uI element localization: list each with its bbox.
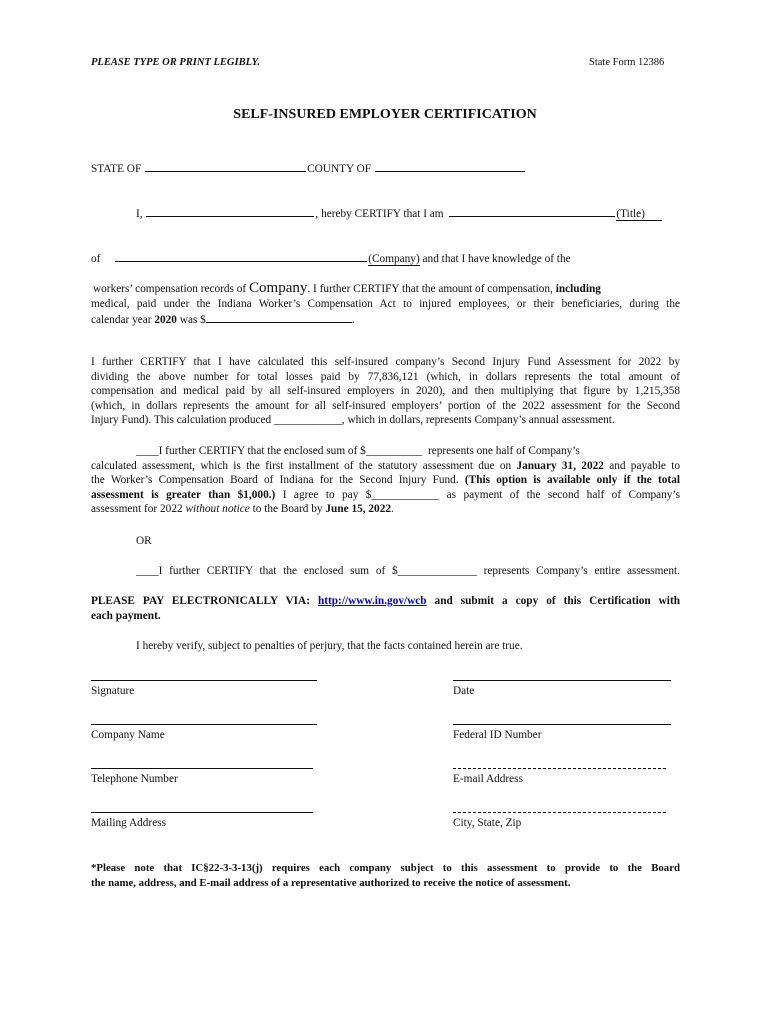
telephone-line[interactable] [91,768,313,769]
para1-text-mid: . I further CERTIFY that the amount of compensation, [307,283,553,295]
name-field[interactable] [146,205,314,217]
company-line [91,250,571,265]
option1-line1-pre: ____I further CERTIFY that the enclosed sum of $ [136,445,366,457]
email-line[interactable] [453,768,666,769]
option1-line3-pre: the Worker’s Compensation Board of Indiana for the Second Injury Fund. [91,474,465,487]
wcb-link[interactable]: http://www.in.gov/wcb [317,595,427,607]
county-field[interactable] [375,160,525,172]
city-state-zip-line[interactable] [453,812,666,813]
federal-id-label: Federal ID Number [453,729,542,741]
para2-line2: dividing the above number for total losses paid by 77,836,121 (which, in dollars represents the total amount of [91,370,680,383]
title-label: (Title) [616,208,662,221]
telephone-label: Telephone Number [91,773,178,785]
company-name-label: Company Name [91,729,165,741]
city-state-zip-label: City, State, Zip [453,817,522,829]
calendar-year: 2020 [154,314,177,327]
option1-line5-mid: to the Board by [249,503,326,516]
title-field[interactable] [449,205,615,217]
print-instruction: PLEASE TYPE OR PRINT LEGIBLY. [91,57,260,68]
option1-condition-end: assessment is greater than $1,000.) [91,488,276,501]
email-label: E-mail Address [453,773,523,785]
i-label: I, [136,208,143,220]
option1-line4-post: I agree to pay $____________ as payment of the second half of Company’s [275,488,680,501]
annual-assessment-field[interactable]: ____________ [274,414,342,427]
pay-text-pre: PLEASE PAY ELECTRONICALLY VIA: [91,595,318,607]
pay-text-post: and submit a copy of this Certification with [426,595,680,607]
company-field[interactable] [115,250,367,262]
option1-line2-post: and payable to [603,459,680,472]
federal-id-line[interactable] [453,724,671,725]
para1-line3-mid: was $ [179,314,206,327]
verification-statement: I hereby verify, subject to penalties of perjury, that the facts contained herein are true. [136,640,523,652]
para2-line1: I further CERTIFY that I have calculated this self-insured company’s Second Injury Fund Assessment for 2022 by [91,356,680,368]
company-name-value: Company [249,280,308,296]
signature-label: Signature [91,685,135,697]
certify-text: , hereby CERTIFY that I am [315,208,444,220]
option-half-payment [91,444,680,517]
mailing-address-label: Mailing Address [91,817,166,829]
county-label: COUNTY OF [307,163,372,175]
option1-line2-pre: calculated assessment, which is the first installment of the statutory assessment due on [91,459,517,472]
option1-line1-post: represents one half of Company’s [427,445,580,457]
paragraph-calculation [91,355,680,428]
company-label: (Company) [368,253,420,265]
state-label: STATE OF [91,163,142,175]
option1-line5-pre: assessment for 2022 [91,503,186,516]
certify-line [136,205,662,221]
para1-line3-end: . [351,314,355,327]
date-label: Date [453,685,475,697]
note-line1: *Please note that IC§22-3-3-13(j) requires each company subject to this assessment to provide to the Board [91,862,680,874]
statutory-note [91,861,680,891]
para1-line3-pre: calendar year [91,314,152,327]
half-amount-field[interactable]: __________ [365,445,423,457]
para1-line2: medical, paid under the Indiana Worker’s Compensation Act to injured employees, or their beneficiaries, during the [91,297,680,310]
para1-bold: including [555,283,601,295]
para1-text: workers’ compensation records of [93,283,247,295]
note-line2: the name, address, and E-mail address of a representative authorized to receive the notice of assessment. [91,877,571,889]
option1-condition: (This option is available only if the total [464,474,680,487]
company-line-rest: and that I have knowledge of the [419,253,571,265]
state-county-line [91,160,526,175]
para2-line5-pre: Injury Fund). This calculation produced [91,414,275,427]
or-label: OR [136,535,152,547]
second-due-date: June 15, 2022 [325,503,391,516]
paragraph-compensation [91,281,680,328]
form-title: SELF-INSURED EMPLOYER CERTIFICATION [233,107,537,122]
of-label: of [91,253,101,265]
para2-line4: (which, in dollars represents the amount for all self-insured employers’ portion of the 2022 assessment for the Second [91,399,680,412]
mailing-address-line[interactable] [91,812,313,813]
option-full-payment: ____I further CERTIFY that the enclosed sum of $______________ represents Company’s entire assessment. [136,565,680,577]
payment-instruction [91,594,680,623]
compensation-amount-field[interactable] [206,311,352,323]
signature-line[interactable] [91,680,317,681]
state-field[interactable] [145,160,306,172]
without-notice: without notice [185,503,250,516]
company-name-line[interactable] [91,724,317,725]
pay-text-line2: each payment. [91,609,161,622]
para2-line5-post: , which in dollars, represents Company’s annual assessment. [341,414,615,427]
form-number: State Form 12386 [589,57,665,68]
para2-line3: compensation and medical paid by all self-insured employers in 2020), and then multiplying that figure by 1,215,358 [91,385,680,398]
first-due-date: January 31, 2022 [516,459,604,472]
option1-line5-end: . [391,503,394,516]
date-line[interactable] [453,680,671,681]
